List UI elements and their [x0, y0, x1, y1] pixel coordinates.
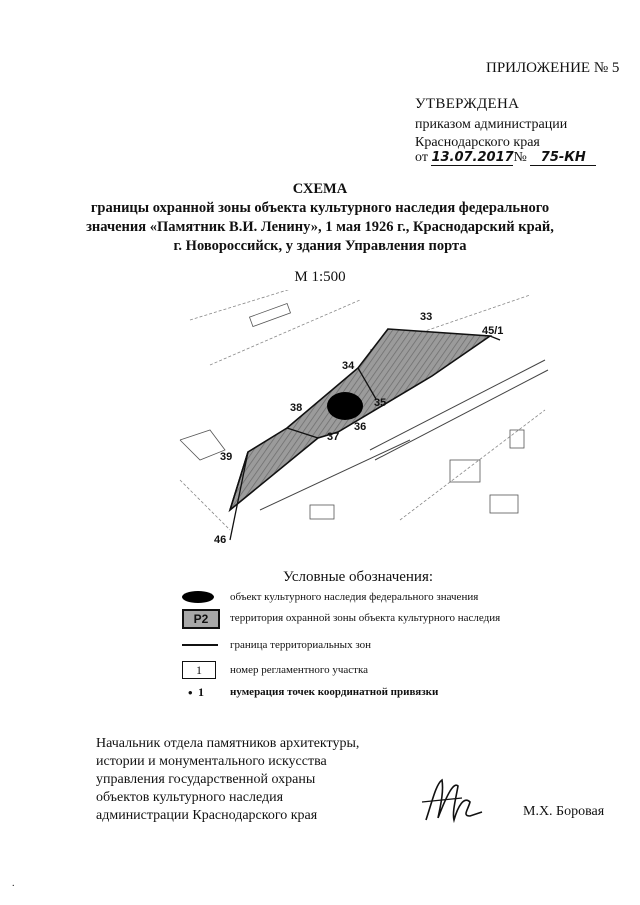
legend-title: Условные обозначения:: [283, 569, 434, 585]
point-label-33: 33: [420, 311, 433, 323]
point-label-34: 34: [342, 360, 355, 372]
legend-text-heritage-object: объект культурного наследия федерального значения: [230, 591, 479, 603]
order-from-label: от: [415, 150, 428, 165]
legend-row-heritage-object: [180, 588, 479, 608]
point-label-38: 38: [290, 402, 303, 414]
title-line-1: границы охранной зоны объекта культурного наследия федерального: [90, 200, 550, 216]
title-line-2: значения «Памятник В.И. Ленину», 1 мая 1926 г., Краснодарский край,: [86, 219, 554, 235]
order-line-2: Краснодарского края: [415, 135, 540, 150]
title-line-3: г. Новороссийск, у здания Управления порта: [173, 238, 467, 254]
section-number-symbol: 1: [182, 661, 216, 679]
point-label-46: 46: [214, 534, 227, 546]
point-label-37: 37: [327, 431, 340, 443]
point-label-36: 36: [354, 421, 367, 433]
legend-text-protection-zone: территория охранной зоны объекта культурного наследия: [230, 612, 501, 624]
protection-zone-area: [230, 329, 490, 510]
margin-mark: .: [12, 878, 15, 889]
signer-line-5: администрации Краснодарского края: [96, 808, 318, 823]
document-title: СХЕМА: [292, 181, 348, 197]
point-numbering-dot: •: [188, 685, 193, 700]
signer-line-3: управления государственной охраны: [96, 772, 316, 787]
appendix-number: ПРИЛОЖЕНИЕ № 5: [486, 60, 620, 76]
point-label-45-1: 45/1: [482, 325, 504, 337]
legend-text-point-numbering: нумерация точек координатной привязки: [230, 686, 439, 698]
legend-text-section-number: номер регламентного участка: [230, 664, 369, 676]
point-label-35: 35: [374, 397, 387, 409]
approved-label: УТВЕРЖДЕНА: [415, 96, 520, 112]
order-date-line: [415, 150, 596, 166]
signer-line-2: истории и монументального искусства: [96, 754, 327, 769]
point-numbering-symbol: 1: [198, 685, 204, 699]
point-label-39: 39: [220, 451, 233, 463]
map-scale: М 1:500: [294, 269, 346, 285]
signer-line-4: объектов культурного наследия: [96, 790, 284, 805]
signer-position: [96, 735, 416, 825]
heritage-object-symbol: [180, 588, 220, 608]
signer-name: М.Х. Боровая: [523, 804, 605, 819]
heritage-object-marker: [327, 392, 363, 420]
cadastral-map: [170, 290, 550, 560]
order-number-label: №: [513, 150, 527, 165]
order-line-1: приказом администрации: [415, 117, 568, 132]
legend-text-zone-boundary: граница территориальных зон: [230, 639, 371, 651]
zone-boundary-symbol: [182, 644, 218, 646]
protection-zone-symbol: Р2: [182, 609, 220, 629]
order-date: 13.07.2017: [431, 150, 514, 165]
order-number: 75-КН: [530, 150, 596, 166]
handwritten-signature: [418, 772, 488, 832]
signer-line-1: Начальник отдела памятников архитектуры,: [96, 736, 360, 751]
